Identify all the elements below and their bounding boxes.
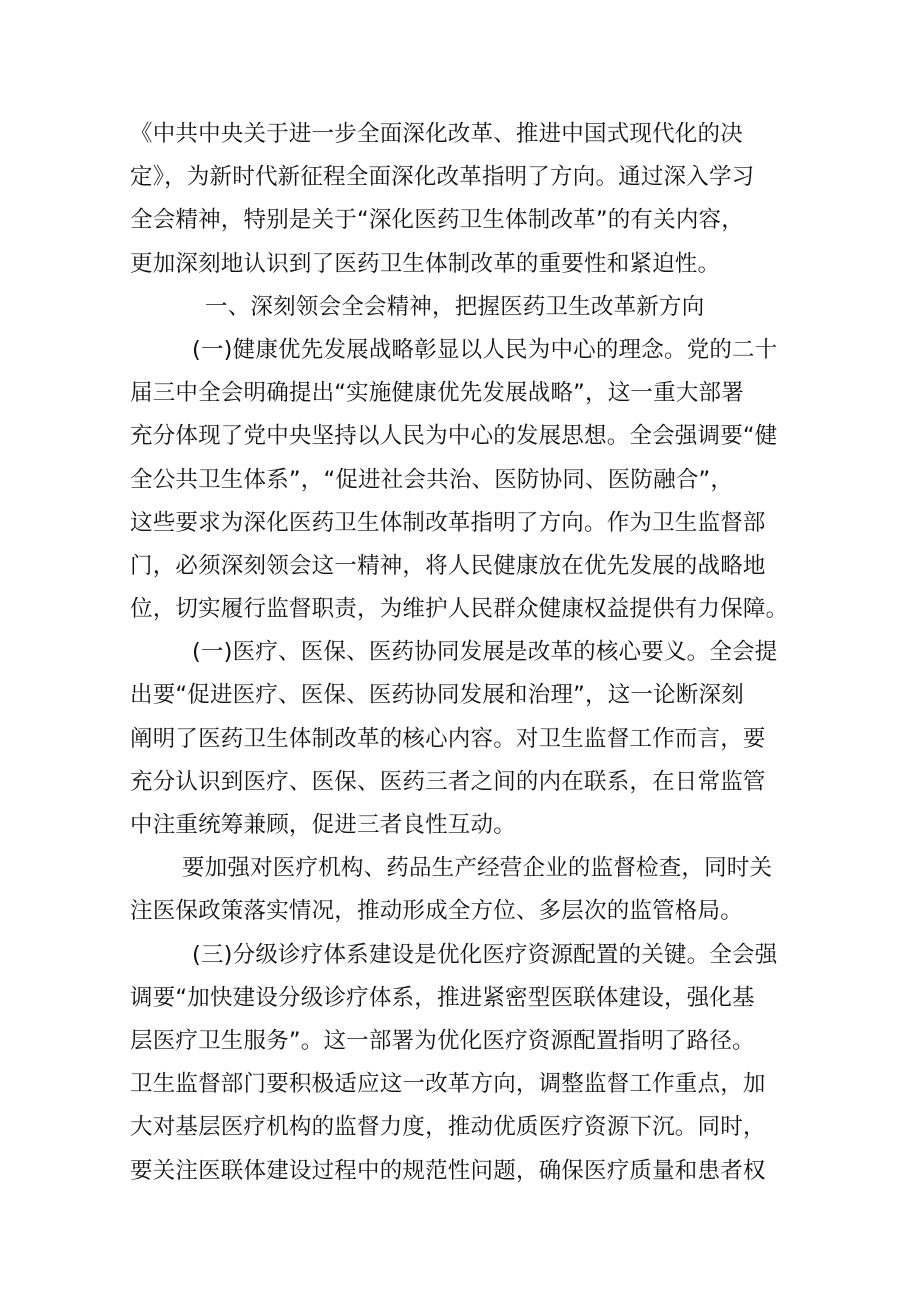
document-body xyxy=(130,113,800,1193)
text-line: 阐明了医药卫生体制改革的核心内容。对卫生监督工作而言，要 xyxy=(130,725,766,752)
text-line: 届三中全会明确提出“实施健康优先发展战略”，这一重大部署 xyxy=(130,380,744,407)
text-line: 出要“促进医疗、医保、医药协同发展和治理”，这一论断深刻 xyxy=(130,682,744,709)
text-line: 这些要求为深化医药卫生体制改革指明了方向。作为卫生监督部 xyxy=(130,509,766,536)
text-line: 调要“加快建设分级诊疗体系，推进紧密型医联体建设，强化基 xyxy=(130,984,755,1011)
text-line: 位，切实履行监督职责，为维护人民群众健康权益提供有力保障。 xyxy=(130,596,789,623)
text-line: 充分体现了党中央坚持以人民为中心的发展思想。全会强调要“健 xyxy=(130,423,778,450)
text-line: 更加深刻地认识到了医药卫生体制改革的重要性和紧迫性。 xyxy=(130,250,721,277)
text-line: 卫生监督部门要积极适应这一改革方向，调整监督工作重点，加 xyxy=(130,1071,766,1098)
text-line: 要关注医联体建设过程中的规范性问题，确保医疗质量和患者权 xyxy=(130,1157,766,1184)
text-line: 定》，为新时代新征程全面深化改革指明了方向。通过深入学习 xyxy=(130,164,755,191)
text-line: 充分认识到医疗、医保、医药三者之间的内在联系，在日常监管 xyxy=(130,768,766,795)
text-line: 层医疗卫生服务”。这一部署为优化医疗资源配置指明了路径。 xyxy=(130,1027,755,1054)
text-line: 注医保政策落实情况，推动形成全方位、多层次的监管格局。 xyxy=(130,898,743,925)
paragraph-first-line: (一)医疗、医保、医药协同发展是改革的核心要义。全会提 xyxy=(192,639,778,666)
text-line: 门，必须深刻领会这一精神，将人民健康放在优先发展的战略地 xyxy=(130,552,766,579)
text-line: 全公共卫生体系”，“促进社会共治、医防协同、医防融合”， xyxy=(130,466,734,493)
paragraph-first-line: (一)健康优先发展战略彰显以人民为中心的理念。党的二十 xyxy=(192,336,778,363)
section-heading: 一、深刻领会全会精神，把握医药卫生改革新方向 xyxy=(205,293,705,320)
text-line: 全会精神，特别是关于“深化医药卫生体制改革”的有关内容， xyxy=(130,207,744,234)
text-line: 大对基层医疗机构的监督力度，推动优质医疗资源下沉。同时， xyxy=(130,1114,766,1141)
text-line: 中注重统筹兼顾，促进三者良性互动。 xyxy=(130,812,516,838)
paragraph-first-line: (三)分级诊疗体系建设是优化医疗资源配置的关键。全会强 xyxy=(192,941,778,968)
paragraph-first-line: 要加强对医疗机构、药品生产经营企业的监督检查，同时关 xyxy=(182,855,773,882)
text-line: 《中共中央关于进一步全面深化改革、推进中国式现代化的决 xyxy=(130,121,743,147)
